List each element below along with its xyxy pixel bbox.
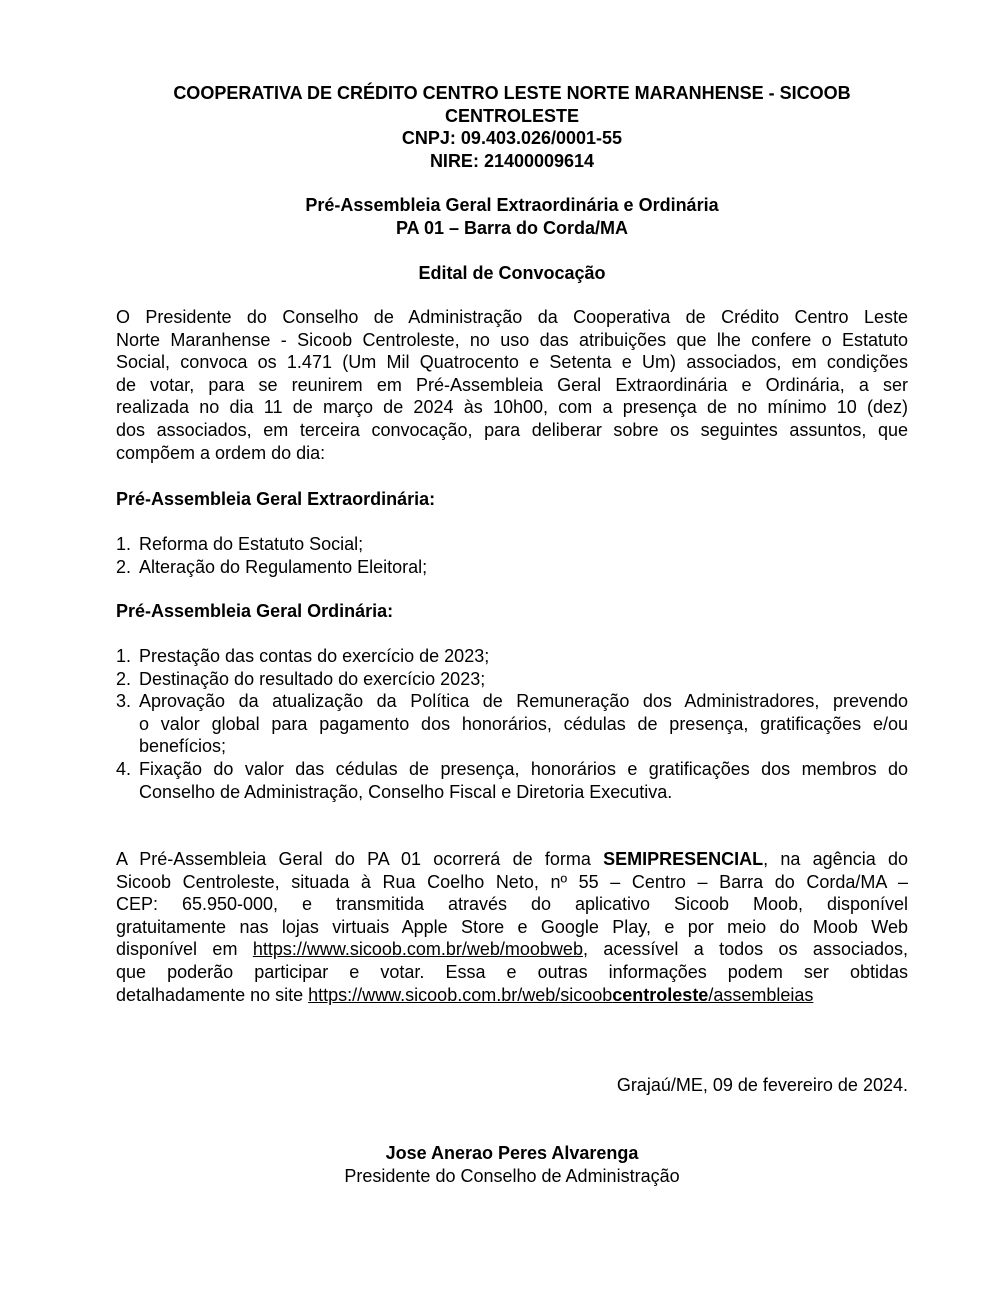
item-number: 2. bbox=[116, 556, 132, 577]
assemblies-link[interactable]: https://www.sicoob.com.br/web/sicoobcentroleste/assembleias bbox=[308, 984, 814, 1005]
doc-title-wrap bbox=[100, 262, 924, 285]
list-item bbox=[116, 533, 908, 556]
cnpj: CNPJ: 09.403.026/0001-55 bbox=[401, 128, 623, 148]
info-line: disponível em https://www.sicoob.com.br/web/moobweb, acessível a todos os associados, bbox=[116, 939, 908, 960]
signer-name: Jose Anerao Peres Alvarenga bbox=[385, 1143, 639, 1163]
info-line: gratuitamente nas lojas virtuais Apple Store e Google Play, e por meio do Moob Web bbox=[116, 916, 908, 937]
item-text: Conselho de Administração, Conselho Fiscal e Diretoria Executiva. bbox=[139, 781, 673, 802]
moobweb-link[interactable]: https://www.sicoob.com.br/web/moobweb bbox=[252, 939, 583, 960]
intro-line: O Presidente do Conselho de Administração da Cooperativa de Crédito Centro Leste bbox=[116, 307, 908, 327]
list-item bbox=[116, 645, 908, 668]
info-line: CEP: 65.950-000, e transmitida através do aplicativo Sicoob Moob, disponível bbox=[116, 894, 908, 915]
extraordinary-section bbox=[116, 488, 908, 511]
info-line: Sicoob Centroleste, situada à Rua Coelho Neto, nº 55 – Centro – Barra do Corda/MA – bbox=[116, 871, 908, 892]
item-text: Reforma do Estatuto Social; bbox=[139, 534, 364, 554]
org-name-line2: CENTROLESTE bbox=[444, 105, 579, 126]
doc-title: Edital de Convocação bbox=[418, 263, 606, 283]
ordinary-list bbox=[116, 645, 908, 803]
item-text: o valor global para pagamento dos honorários, cédulas de presença, gratificações e/ou bbox=[139, 713, 908, 734]
intro-line: Norte Maranhense - Sicoob Centroleste, no uso das atribuições que lhe confere o Estatuto bbox=[116, 329, 908, 350]
list-item bbox=[116, 556, 908, 579]
item-number: 2. bbox=[116, 668, 132, 689]
mode-emphasis: SEMIPRESENCIAL bbox=[603, 849, 764, 869]
info-paragraph bbox=[116, 848, 908, 1006]
ordinary-list-wrap bbox=[116, 645, 908, 803]
intro-paragraph bbox=[116, 306, 908, 464]
list-item bbox=[116, 758, 908, 803]
item-text: Aprovação da atualização da Política de Remuneração dos Administradores, prevendo bbox=[139, 691, 908, 712]
signature-block bbox=[312, 1142, 712, 1188]
ordinary-section bbox=[116, 600, 908, 623]
item-text: Destinação do resultado do exercício 2023; bbox=[139, 668, 486, 689]
item-number: 1. bbox=[116, 646, 132, 666]
signer-role: Presidente do Conselho de Administração bbox=[344, 1166, 680, 1186]
nire: NIRE: 21400009614 bbox=[429, 150, 595, 171]
assembly-location: PA 01 – Barra do Corda/MA bbox=[395, 217, 629, 238]
item-number: 4. bbox=[116, 758, 132, 779]
info-line: que poderão participar e votar. Essa e outras informações podem ser obtidas bbox=[116, 961, 908, 982]
item-text: Fixação do valor das cédulas de presença, honorários e gratificações dos membros do bbox=[139, 758, 908, 779]
assembly-heading bbox=[100, 194, 924, 239]
extraordinary-list bbox=[116, 533, 908, 578]
place-date: Grajaú/ME, 09 de fevereiro de 2024. bbox=[616, 1075, 908, 1095]
info-line: A Pré-Assembleia Geral do PA 01 ocorrerá de forma SEMIPRESENCIAL, na agência do bbox=[116, 849, 908, 869]
intro-line: de votar, para se reunirem em Pré-Assembleia Geral Extraordinária e Ordinária, a ser bbox=[116, 374, 908, 395]
intro-line: realizada no dia 11 de março de 2024 às 10h00, com a presença de no mínimo 10 (dez) bbox=[116, 397, 908, 418]
list-item bbox=[116, 668, 908, 691]
intro-line: Social, convoca os 1.471 (Um Mil Quatrocento e Setenta e Um) associados, em condições bbox=[116, 352, 908, 373]
info-line: detalhadamente no site https://www.sicoob.com.br/web/sicoobcentroleste/assembleias bbox=[116, 984, 814, 1005]
extraordinary-list-wrap bbox=[116, 533, 908, 578]
org-name-line1: COOPERATIVA DE CRÉDITO CENTRO LESTE NORTE MARANHENSE - SICOOB bbox=[173, 83, 851, 103]
assembly-title: Pré-Assembleia Geral Extraordinária e Ordinária bbox=[305, 195, 719, 215]
ordinary-title: Pré-Assembleia Geral Ordinária: bbox=[116, 601, 394, 621]
intro-line: dos associados, em terceira convocação, para deliberar sobre os seguintes assuntos, que bbox=[116, 419, 908, 440]
document-header bbox=[100, 82, 924, 172]
extraordinary-title: Pré-Assembleia Geral Extraordinária: bbox=[116, 489, 436, 509]
item-text: Alteração do Regulamento Eleitoral; bbox=[139, 556, 428, 577]
item-text: benefícios; bbox=[139, 736, 227, 757]
item-text: Prestação das contas do exercício de 2023; bbox=[139, 646, 490, 666]
list-item bbox=[116, 690, 908, 758]
intro-line: compõem a ordem do dia: bbox=[116, 442, 326, 463]
item-number: 3. bbox=[116, 691, 132, 712]
item-number: 1. bbox=[116, 534, 132, 554]
